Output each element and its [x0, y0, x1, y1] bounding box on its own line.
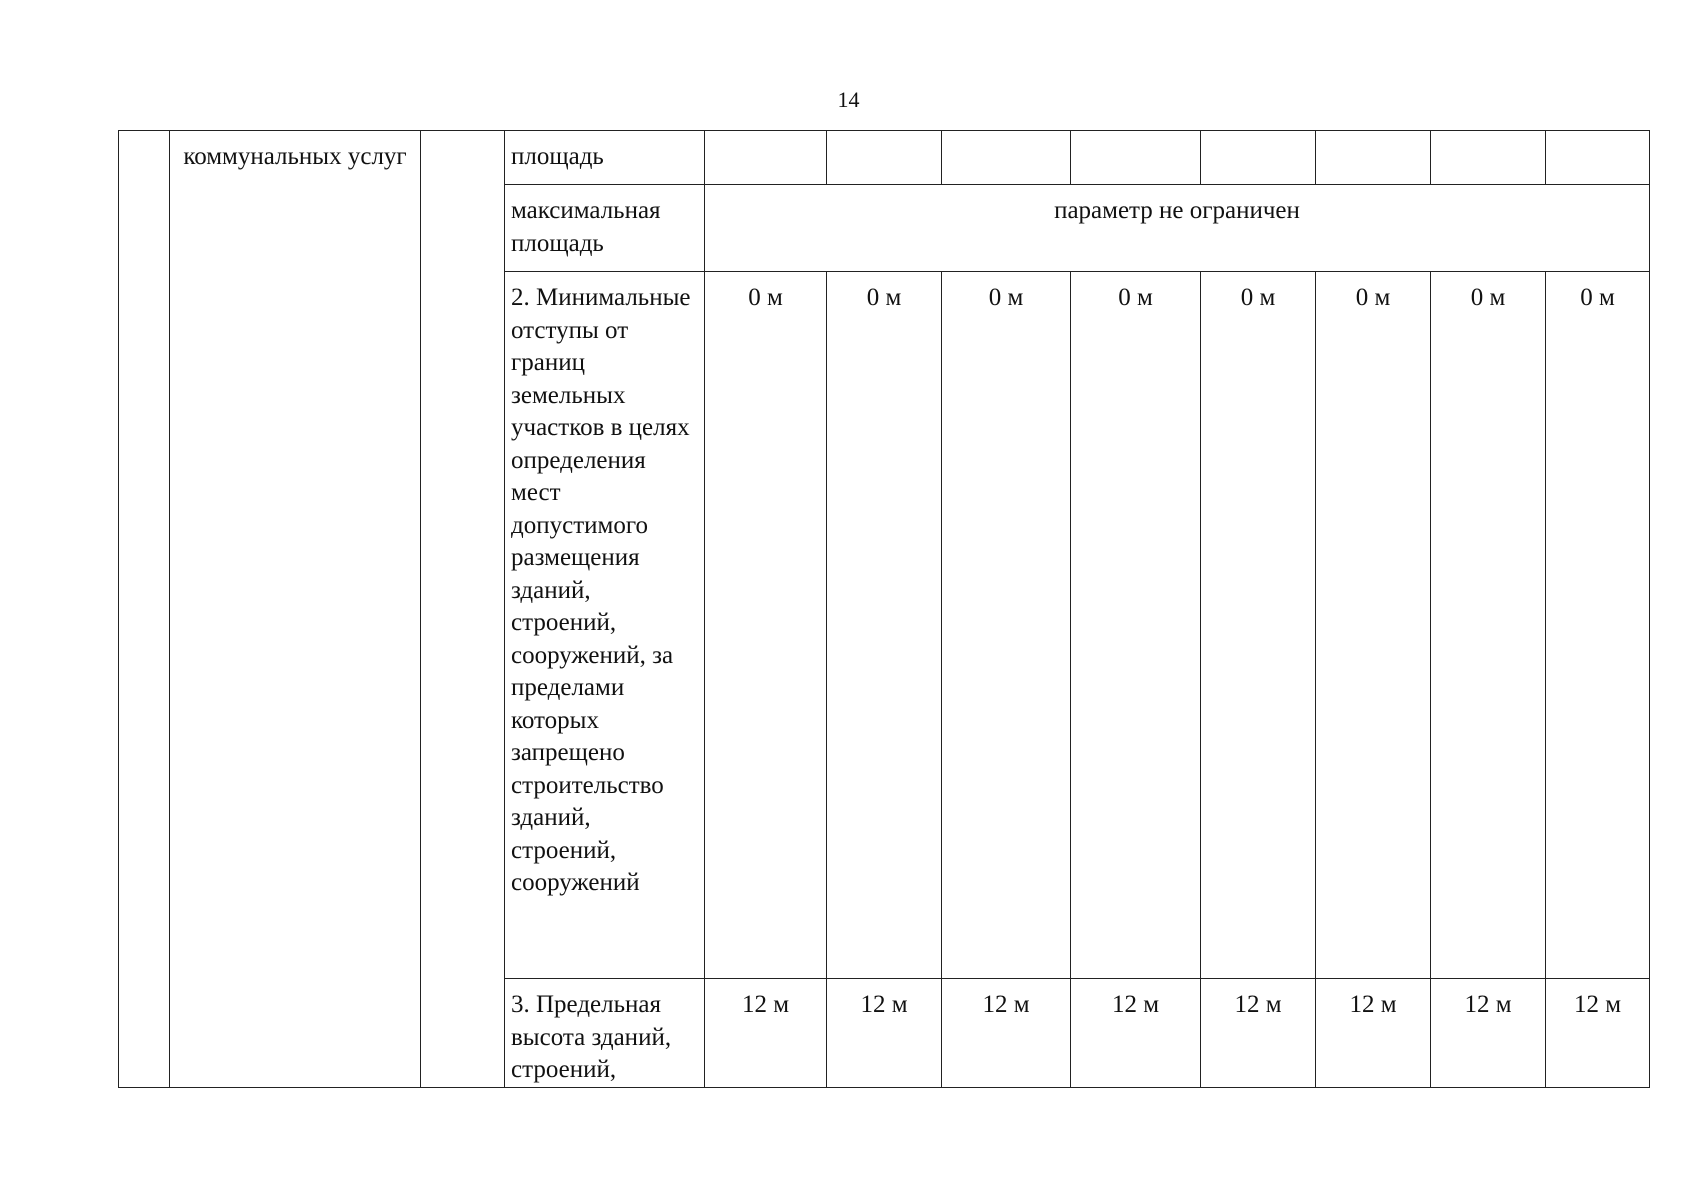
row-label-cell — [505, 979, 705, 1088]
value-cell — [1546, 131, 1650, 185]
value-cell — [827, 131, 942, 185]
table-row — [119, 131, 1650, 185]
row-label: 3. Предельная высота зданий, строений, — [511, 991, 672, 1083]
value-cell — [705, 979, 827, 1088]
cell-value: 12 м — [1349, 991, 1397, 1018]
value-cell — [827, 272, 942, 979]
merged-value: параметр не ограничен — [1054, 197, 1300, 224]
table-cell-col2 — [170, 131, 421, 1088]
cell-value — [1316, 131, 1430, 141]
page-number: 14 — [837, 87, 860, 112]
cell-value: 12 м — [982, 991, 1030, 1018]
regulations-table — [118, 130, 1650, 1088]
value-cell — [1071, 131, 1201, 185]
cell-value — [705, 131, 826, 141]
cell-value: 0 м — [988, 284, 1024, 311]
row-label: максимальная площадь — [511, 197, 661, 257]
value-cell — [705, 272, 827, 979]
value-cell — [1201, 131, 1316, 185]
row-label: 2. Минимальные отступы от границ земельных участков в целях определения мест допустимого размещения зданий, строений, сооружений, за пределами которых запрещено строительство зданий, строений, сооружений — [511, 284, 691, 896]
row-label-cell — [505, 131, 705, 185]
cell-value: 12 м — [1573, 991, 1622, 1018]
row-label-cell — [505, 272, 705, 979]
value-cell — [1316, 979, 1431, 1088]
value-cell — [1546, 272, 1650, 979]
cell-value — [1431, 131, 1545, 141]
cell-value: 0 м — [1240, 284, 1276, 311]
cell-value: 0 м — [866, 284, 902, 311]
cell-value: 0 м — [1118, 284, 1153, 311]
cell-text: коммунальных услуг — [183, 143, 407, 170]
cell-value — [827, 131, 941, 141]
cell-value: 0 м — [1355, 284, 1391, 311]
cell-value: 12 м — [741, 991, 790, 1018]
cell-value — [1201, 131, 1315, 141]
table-cell-col3 — [421, 131, 505, 1088]
value-cell — [1201, 979, 1316, 1088]
value-cell — [942, 131, 1071, 185]
cell-value: 12 м — [860, 991, 908, 1018]
cell-value: 12 м — [1464, 991, 1512, 1018]
value-cell — [1201, 272, 1316, 979]
cell-value: 12 м — [1111, 991, 1160, 1018]
merged-value-cell — [705, 185, 1650, 272]
value-cell — [1431, 272, 1546, 979]
row-label: площадь — [511, 143, 604, 170]
cell-value — [942, 131, 1070, 141]
table-cell-col1 — [119, 131, 170, 1088]
cell-value — [1071, 131, 1200, 141]
row-label-cell — [505, 185, 705, 272]
value-cell — [942, 979, 1071, 1088]
cell-value — [1546, 131, 1649, 141]
value-cell — [1431, 131, 1546, 185]
value-cell — [827, 979, 942, 1088]
cell-value: 0 м — [748, 284, 783, 311]
value-cell — [1431, 979, 1546, 1088]
value-cell — [1071, 979, 1201, 1088]
cell-value: 12 м — [1234, 991, 1282, 1018]
value-cell — [1316, 272, 1431, 979]
value-cell — [1546, 979, 1650, 1088]
value-cell — [1071, 272, 1201, 979]
cell-value: 0 м — [1470, 284, 1506, 311]
cell-value: 0 м — [1580, 284, 1615, 311]
value-cell — [1316, 131, 1431, 185]
value-cell — [705, 131, 827, 185]
value-cell — [942, 272, 1071, 979]
